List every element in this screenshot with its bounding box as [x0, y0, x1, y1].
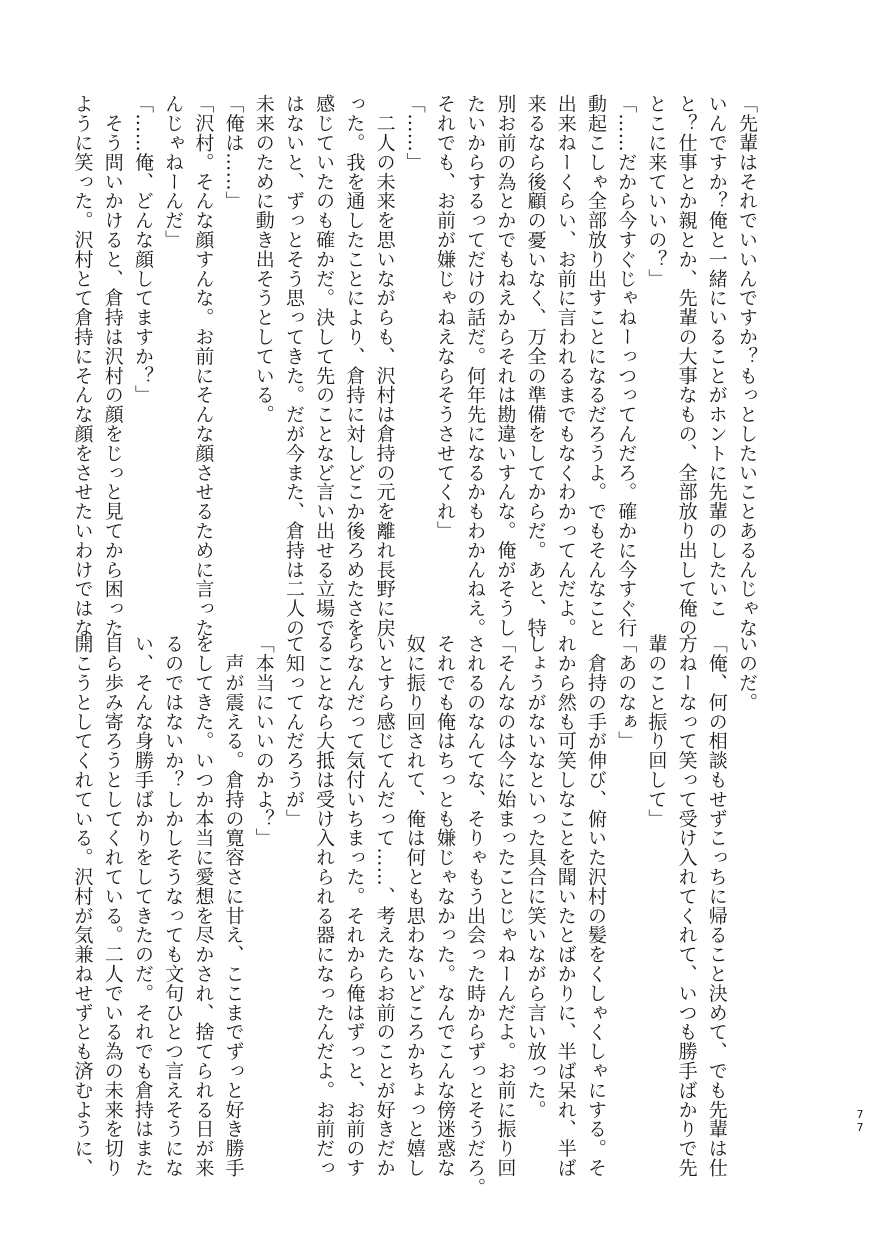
text-line: 未来のために動き出そうとしている。	[252, 94, 275, 424]
text-line: と？仕事とか親とか、先輩の大事なもの、全部放り出して俺の	[675, 94, 698, 638]
text-line: とこに来ていいの？」	[645, 94, 668, 288]
text-line: 方ねーなって笑って受け入れてくれて、いつも勝手ばかりで先	[675, 634, 698, 1178]
text-line: 別お前の為とかでもねえからそれは勘違いすんな。俺がそうし	[494, 94, 517, 638]
text-line: いんですか？俺と一緒にいることがホントに先輩のしたいこ	[705, 94, 728, 618]
text-line: そう問いかけると、倉持は沢村の顔をじっと見てから困った	[101, 94, 124, 638]
text-line: 「俺、何の相談もせずこっちに帰ること決めて、でも先輩は仕	[705, 634, 728, 1178]
page-number-digit: 7	[856, 1121, 864, 1134]
upper-text-block	[71, 94, 762, 638]
text-line: はないと、ずっとそう思ってきた。だが今また、倉持は二人の	[282, 94, 305, 638]
text-line: れから然も可笑しなことを聞いたとばかりに、半ば呆れ、半ば	[554, 634, 577, 1178]
text-line: ように笑った。沢村とて倉持にそんな顔をさせたいわけではな	[71, 94, 94, 638]
text-line: んじゃねーんだ」	[162, 94, 185, 250]
page-number-digit: 7	[856, 1108, 864, 1121]
text-line: それでも、お前が嫌じゃねえならそうさせてくれ」	[433, 94, 456, 541]
text-line: 「あのなぁ」	[615, 634, 638, 751]
text-line: 「……俺、どんな顔してますか？」	[131, 94, 154, 405]
text-line: て知ってんだろうが」	[282, 634, 305, 828]
text-line: るのではないか？しかしそうなっても文句ひとつ言えそうにな	[162, 634, 185, 1178]
text-line: 「……だから今すぐじゃねーっつってんだろ。確かに今すぐ行	[615, 94, 638, 638]
text-line: 輩のこと振り回して」	[645, 634, 668, 828]
text-line: 「俺は……」	[222, 94, 245, 211]
text-line: 「そんなのは今に始まったことじゃねーんだよ。お前に振り回	[494, 634, 517, 1178]
text-line: 二人の未来を思いながらも、沢村は倉持の元を離れ長野に戻	[373, 94, 396, 638]
text-line: った。我を通したことにより、倉持に対しどこか後ろめたさを	[343, 94, 366, 638]
lower-text-block	[71, 634, 762, 1197]
text-line: それでも俺はちっとも嫌じゃなかった。なんでこんな傍迷惑な	[433, 634, 456, 1178]
text-line: をしてきた。いつか本当に愛想を尽かされ、捨てられる日が来	[192, 634, 215, 1178]
text-line: 奴に振り回されて、俺は何とも思わないどころかちょっと嬉し	[403, 634, 426, 1178]
text-line: 来るなら後顧の憂いなく、万全の準備をしてからだ。あと、特	[524, 94, 547, 638]
text-line: らなんだって気付いちまった。それから俺はずっと、お前のす	[343, 634, 366, 1178]
text-line: 出来ねーくらい、お前に言われるまでもなくわかってんだよ。	[554, 94, 577, 638]
text-line: 自ら歩み寄ろうとしてくれている。二人でいる為の未来を切り	[101, 634, 124, 1178]
text-line: 「本当にいいのかよ？」	[252, 634, 275, 848]
page-number	[853, 1108, 867, 1134]
text-line: 「先輩はそれでいいんですか？もっとしたいことあるんじゃな	[736, 94, 758, 638]
text-line: 開こうとしてくれている。沢村が気兼ねせずとも済むように、	[71, 634, 94, 1178]
text-line: 感じていたのも確かだ。決して先のことなど言い出せる立場で	[313, 94, 336, 638]
text-line: いとすら感じてんだって……、考えたらお前のことが好きだか	[373, 634, 396, 1178]
text-line: 「沢村。そんな顔すんな。お前にそんな顔させるために言った	[192, 94, 215, 638]
text-line: 倉持の手が伸び、俯いた沢村の髪をくしゃくしゃにする。そ	[584, 634, 607, 1178]
text-line: たいからするってだけの話だ。何年先になるかもわかんねえ。	[464, 94, 487, 638]
text-line: 声が震える。倉持の寛容さに甘え、ここまでずっと好き勝手	[222, 634, 245, 1178]
text-line: しょうがないなといった具合に笑いながら言い放った。	[524, 634, 547, 1119]
text-line: ることなら大抵は受け入れられる器になったんだよ。お前だっ	[313, 634, 336, 1178]
text-line: されるのなんてな、そりゃもう出会った時からずっとそうだろ。	[464, 634, 487, 1197]
text-line: いのだ。	[736, 634, 758, 712]
text-line: 動起こしゃ全部放り出すことになるだろうよ。でもそんなこと	[584, 94, 607, 638]
text-line: い、そんな身勝手ばかりをしてきたのだ。それでも倉持はまた	[131, 634, 154, 1178]
text-line: 「……」	[403, 94, 426, 172]
